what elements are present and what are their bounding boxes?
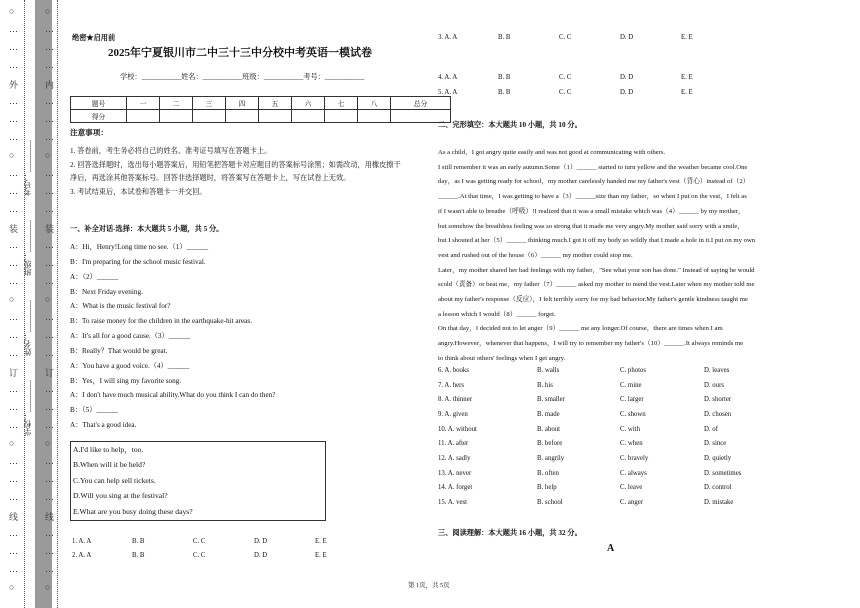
- binding-mark: …: [9, 528, 18, 538]
- binding-mark: …: [9, 348, 18, 358]
- binding-mark: …: [45, 402, 54, 412]
- passage-line: scold（责备）or beat me，my father（7）______ asked my mother to mend the vest.Later when my mother told me: [438, 281, 755, 289]
- binding-mark: 订: [45, 368, 55, 378]
- section-a-label: A: [607, 543, 615, 554]
- cloze-option: 8. A. thinner: [438, 396, 472, 404]
- answer-option: E. E: [315, 552, 327, 559]
- binding-mark: …: [9, 546, 18, 556]
- binding-mark: ○: [9, 438, 15, 448]
- dialog-line: B：Next Friday evening.: [70, 287, 143, 296]
- passage-line: angry.However，whenever that happens，I will try to remember my father's（10）______.It always reminds me: [438, 340, 744, 348]
- passage-line: day，as I was getting ready for school，my mother carelessly handed me my father's vest（背心）instead of（2）: [438, 178, 750, 186]
- answer-option: D. D: [254, 538, 268, 545]
- answer-option: C. C: [559, 89, 572, 96]
- binding-mark: …: [9, 240, 18, 250]
- passage-line: I still remember it was an early autumn.Some（1）______ started to turn yellow and the weather became cool.One: [438, 163, 748, 171]
- binding-mark: ○: [45, 150, 51, 160]
- cloze-option: 14. A. forget: [438, 484, 473, 492]
- binding-mark: …: [45, 240, 54, 250]
- answer-option: 1. A. A: [72, 538, 92, 545]
- binding-mark: 装: [9, 224, 19, 234]
- score-cell: [259, 110, 292, 123]
- score-cell: [325, 110, 358, 123]
- binding-mark: …: [45, 186, 54, 196]
- note-item: 2. 回答选择题时，选出每小题答案后，用铅笔把答题卡对应题目的答案标号涂黑；如需改动，用橡皮擦干: [70, 160, 401, 169]
- binding-mark: …: [9, 204, 18, 214]
- cloze-option: B. walls: [537, 367, 560, 374]
- student-info-line: 学校：___________姓名：___________班级：___________考号：___________: [120, 73, 365, 81]
- cloze-option: B. before: [537, 440, 563, 448]
- cloze-option: C. always: [620, 469, 647, 477]
- box-option: B.When will it be held?: [73, 460, 146, 470]
- binding-mark: …: [9, 114, 18, 124]
- binding-mark: …: [45, 312, 54, 322]
- cloze-option: C. shown: [620, 410, 646, 418]
- binding-mark: 线: [45, 512, 55, 522]
- score-cell: 四: [226, 97, 259, 110]
- answer-option: 3. A. A: [438, 34, 458, 41]
- binding-mark: 外: [9, 80, 19, 90]
- binding-mark: …: [9, 330, 18, 340]
- cloze-option: 6. A. books: [438, 367, 469, 374]
- binding-mark: …: [9, 420, 18, 430]
- binding-mark: …: [45, 168, 54, 178]
- score-cell: 题号: [71, 97, 127, 110]
- binding-mark: …: [9, 384, 18, 394]
- binding-mark: …: [9, 474, 18, 484]
- binding-mark: …: [9, 456, 18, 466]
- cloze-passage: [438, 146, 755, 367]
- binding-mark: ○: [45, 294, 51, 304]
- answer-option: D. D: [254, 552, 268, 559]
- answer-option: B. B: [498, 89, 511, 96]
- binding-mark: …: [9, 564, 18, 574]
- answer-option: B. B: [498, 34, 511, 41]
- dialog-line: A：（2）______: [70, 272, 119, 281]
- cloze-option: C. mine: [620, 381, 642, 389]
- cloze-option: D. shorter: [704, 396, 732, 404]
- binding-mark: …: [9, 60, 18, 70]
- notes-list: [70, 145, 401, 199]
- cloze-option: D. since: [704, 440, 727, 448]
- binding-mark: …: [9, 276, 18, 286]
- cloze-option: B. school: [537, 498, 563, 506]
- binding-mark: …: [45, 420, 54, 430]
- dialog-line: A：Hi，Henry!Long time no see.（1）______: [70, 243, 209, 251]
- answer-option: D. D: [620, 89, 634, 96]
- dialog-line: B：Yes，I will sing my favorite song.: [70, 376, 182, 385]
- answer-option: 5. A. A: [438, 89, 458, 96]
- score-cell: [127, 110, 160, 123]
- binding-mark: …: [9, 168, 18, 178]
- passage-line: a lesson which I would（8）______ forget.: [438, 310, 556, 318]
- passage-line: but I shouted at her（5）______ thinking much.I got it off my body so wildly that I made a hole in it.I put on my own: [438, 237, 756, 245]
- binding-mark: …: [45, 384, 54, 394]
- score-cell: [292, 110, 325, 123]
- cloze-option: B. smaller: [537, 396, 565, 404]
- answer-option: B. B: [132, 538, 145, 545]
- binding-mark: …: [45, 276, 54, 286]
- cloze-option: 15. A. vest: [438, 498, 468, 506]
- box-option: A.I'd like to help，too.: [73, 445, 144, 454]
- binding-mark: …: [45, 330, 54, 340]
- answer-option: B. B: [132, 552, 145, 559]
- answer-option: E. E: [315, 538, 327, 545]
- passage-line: if I wasn't able to breathe（呼吸）!I realized that it was a small mistake which was（4）______ by my mother，: [438, 207, 745, 215]
- answer-option: E. E: [681, 89, 693, 96]
- binding-mark: …: [9, 402, 18, 412]
- cloze-option: B. help: [537, 484, 557, 492]
- binding-mark: …: [45, 546, 54, 556]
- binding-mark: …: [9, 96, 18, 106]
- cloze-option: D. ours: [704, 381, 725, 389]
- cloze-option: 13. A. never: [438, 469, 472, 477]
- score-cell: [358, 110, 391, 123]
- binding-mark: ○: [9, 582, 15, 592]
- binding-mark: …: [45, 114, 54, 124]
- binding-field-name: 姓名：________: [23, 300, 32, 356]
- binding-mark: …: [45, 60, 54, 70]
- cloze-option: C. with: [620, 425, 641, 433]
- cloze-option: 10. A. without: [438, 425, 477, 433]
- option-box: [70, 441, 326, 521]
- passage-line: As a child，I got angry quite easily and was not good at communicating with others.: [438, 149, 666, 156]
- binding-field-id: 考号：________: [23, 140, 32, 196]
- answer-option: E. E: [681, 74, 693, 81]
- cloze-option: D. quietly: [704, 454, 732, 462]
- binding-mark: ○: [9, 150, 15, 160]
- cloze-option: B. angrily: [537, 454, 565, 462]
- binding-mark: …: [9, 312, 18, 322]
- score-cell: 总分: [391, 97, 451, 110]
- note-item: 3. 考试结束后，本试卷和答题卡一并交回。: [70, 187, 207, 196]
- score-cell: 一: [127, 97, 160, 110]
- cloze-option: C. larger: [620, 396, 644, 404]
- answer-option: 4. A. A: [438, 74, 458, 81]
- binding-mark: …: [45, 258, 54, 268]
- dialog-lines: [70, 240, 275, 433]
- secret-label: 绝密★启用前: [72, 34, 116, 42]
- passage-line: vest and rushed out of the house（6）______ my mother could stop me.: [438, 251, 633, 259]
- score-cell: 五: [259, 97, 292, 110]
- cloze-option: D. leaves: [704, 367, 730, 374]
- dialog-line: A：It's all for a good cause.（3）______: [70, 332, 191, 341]
- cloze-option: B. made: [537, 410, 560, 418]
- inner-cut-line: [57, 0, 58, 608]
- binding-mark: …: [9, 186, 18, 196]
- binding-mark: …: [45, 96, 54, 106]
- score-cell: 八: [358, 97, 391, 110]
- passage-line: but somehow the breathless feeling was so strong that it made me very angry.My mother said sorry with a smile，: [438, 222, 745, 230]
- cloze-option: 11. A. after: [438, 440, 469, 448]
- score-table: [70, 96, 451, 123]
- passage-line: to think about others' feelings when I get angry.: [438, 354, 566, 362]
- page-footer: 第 1页，共 5页: [408, 582, 450, 589]
- passage-line: On that day，I decided not to let anger（9）______ me any longer.Of course，there are times when I am: [438, 325, 723, 333]
- score-cell: [226, 110, 259, 123]
- notes-heading: 注意事项：: [70, 128, 108, 137]
- note-item: 1. 答卷前，考生务必将自己的姓名、准考证号填写在答题卡上。: [70, 147, 272, 155]
- dialog-line: B：（5）______: [70, 406, 118, 415]
- cloze-option: D. control: [704, 484, 732, 492]
- binding-mark: …: [45, 456, 54, 466]
- dialog-line: A：What is the music festival for?: [70, 302, 171, 311]
- binding-margin: [0, 0, 62, 608]
- cloze-option: B. about: [537, 425, 561, 433]
- score-cell: [193, 110, 226, 123]
- cloze-option: C. anger: [620, 498, 644, 506]
- answer-option: 2. A. A: [72, 552, 92, 559]
- dialog-line: A：I don't have much musical ability.What do you think I can do then?: [70, 391, 276, 400]
- binding-mark: ○: [45, 6, 51, 16]
- cloze-option: D. sometimes: [704, 469, 742, 477]
- cloze-option: D. chosen: [704, 410, 732, 418]
- binding-mark: …: [45, 492, 54, 502]
- cloze-option: B. often: [537, 469, 559, 477]
- binding-mark: …: [45, 42, 54, 52]
- binding-mark: …: [45, 24, 54, 34]
- cloze-option: D. of: [704, 425, 718, 433]
- dialog-line: A：That's a good idea.: [70, 421, 137, 430]
- exam-title: 2025年宁夏银川市二中三十三中分校中考英语一模试卷: [108, 47, 372, 59]
- score-cell: 得分: [71, 110, 127, 123]
- answer-option: C. C: [193, 552, 206, 559]
- binding-mark: …: [9, 492, 18, 502]
- binding-mark: …: [9, 42, 18, 52]
- answer-option: C. C: [193, 538, 206, 545]
- cloze-option: 12. A. sadly: [438, 454, 471, 462]
- cloze-option: C. when: [620, 440, 643, 448]
- dialog-line: B：Really？That would be great.: [70, 346, 168, 355]
- part1-heading: 一、补全对话-选择：本大题共 5 小题，共 5 分。: [70, 225, 224, 233]
- answer-option: C. C: [559, 34, 572, 41]
- binding-mark: …: [9, 24, 18, 34]
- binding-mark: ○: [45, 438, 51, 448]
- cloze-option: 7. A. hers: [438, 381, 465, 389]
- binding-mark: …: [9, 258, 18, 268]
- binding-mark: …: [45, 528, 54, 538]
- cloze-option: C. bravely: [620, 454, 649, 462]
- binding-mark: 装: [45, 224, 55, 234]
- answer-option: D. D: [620, 74, 634, 81]
- answer-option: B. B: [498, 74, 511, 81]
- binding-mark: …: [45, 204, 54, 214]
- binding-mark: 线: [9, 512, 19, 522]
- dialog-line: B：To raise money for the children in the earthquake-hit areas.: [70, 317, 252, 326]
- score-cell: 七: [325, 97, 358, 110]
- binding-mark: 订: [9, 368, 19, 378]
- score-cell: 六: [292, 97, 325, 110]
- binding-mark: …: [45, 474, 54, 484]
- note-item: 净后，再选涂其他答案标号。回答非选择题时，将答案写在答题卡上，写在试卷上无效。: [70, 174, 351, 182]
- cloze-option: 9. A. given: [438, 410, 468, 418]
- cloze-option: C. leave: [620, 484, 643, 492]
- binding-mark: …: [45, 348, 54, 358]
- dialog-line: A：You have a good voice.（4）______: [70, 361, 190, 370]
- passage-line: ______.At that time，I was getting to have a（3）______size than my father，so when I put on the vest，I felt as: [438, 193, 747, 201]
- binding-mark: 内: [45, 80, 55, 90]
- answer-option: E. E: [681, 34, 693, 41]
- binding-mark: …: [9, 132, 18, 142]
- binding-mark: ○: [45, 582, 51, 592]
- score-cell: 三: [193, 97, 226, 110]
- score-cell: [160, 110, 193, 123]
- cloze-option: D. mistake: [704, 498, 734, 506]
- score-cell: 二: [160, 97, 193, 110]
- binding-mark: ○: [9, 6, 15, 16]
- binding-mark: …: [45, 132, 54, 142]
- binding-field-class: 班级：________: [23, 220, 32, 276]
- cloze-option: B. his: [537, 381, 553, 389]
- cloze-option: C. photos: [620, 367, 647, 374]
- part3-heading: 三、阅读理解：本大题共 16 小题，共 32 分。: [438, 529, 582, 537]
- part2-heading: 二、完形填空：本大题共 10 小题，共 10 分。: [438, 121, 582, 129]
- dialog-line: B：I'm preparing for the school music festival.: [70, 257, 206, 266]
- answer-option: D. D: [620, 34, 634, 41]
- box-option: E.What are you busy doing these days?: [73, 506, 193, 516]
- passage-line: Later，my mother shared her bad feelings with my father，"See what your son has done." Instead of saying he would: [438, 266, 755, 274]
- binding-mark: …: [45, 564, 54, 574]
- binding-field-school: 学校：________: [23, 380, 32, 436]
- answer-option: C. C: [559, 74, 572, 81]
- box-option: C.You can help sell tickets.: [73, 475, 156, 485]
- binding-mark: ○: [9, 294, 15, 304]
- box-option: D.Will you sing at the festival?: [73, 491, 168, 501]
- passage-line: about my father's response（反应），I felt terribly sorry for my bad behavior.My father's gentle kindness taught me: [438, 296, 748, 304]
